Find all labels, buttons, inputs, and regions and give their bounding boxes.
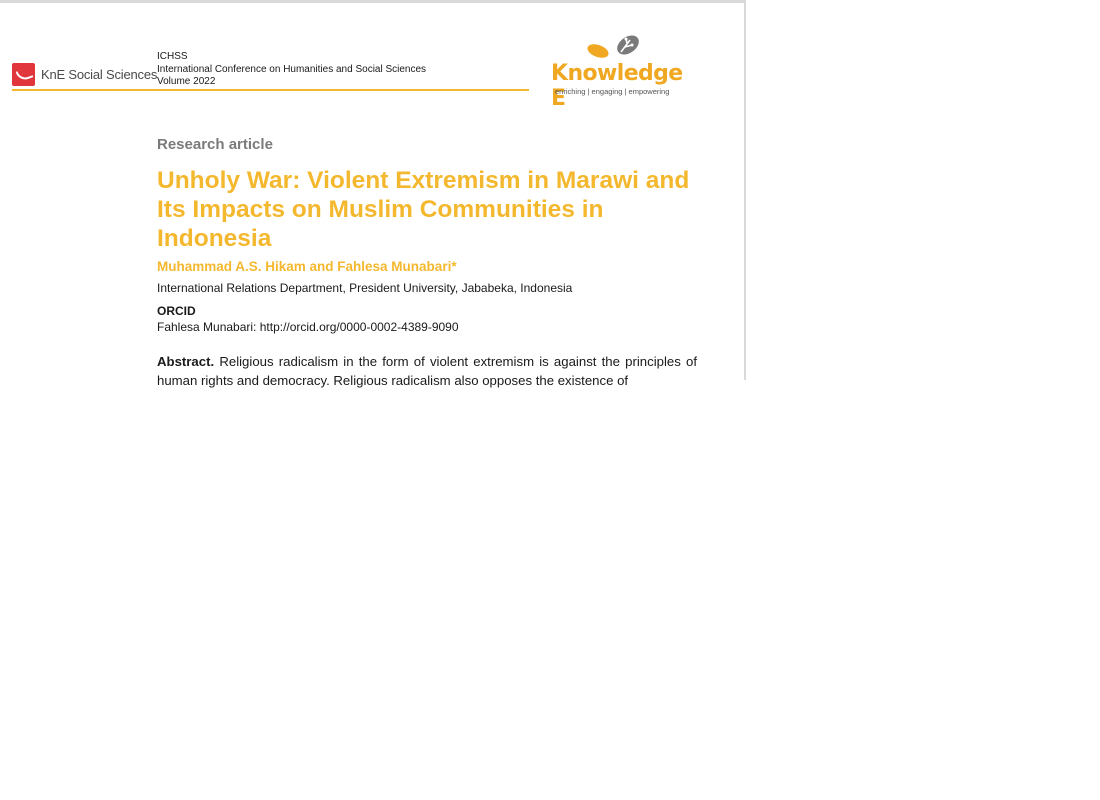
author-affiliation: International Relations Department, President University, Jababeka, Indonesia: [157, 281, 573, 295]
orcid-heading: ORCID: [157, 304, 196, 318]
document-viewer[interactable]: [0, 0, 746, 388]
abstract-text: Religious radicalism in the form of violent extremism is against the principles of human rights and democracy. Religious radicalism also opposes the existence of: [157, 354, 697, 388]
knowledge-e-wordmark: Knowledge E: [551, 61, 683, 111]
article-type: Research article: [157, 136, 273, 153]
article-authors: Muhammad A.S. Hikam and Fahlesa Munabari*: [157, 259, 457, 274]
page-right-border: [744, 0, 746, 380]
kne-leaf-icon: [12, 63, 35, 86]
knowledge-e-leaves-icon: [542, 31, 684, 63]
volume: Volume 2022: [157, 76, 216, 87]
article-title: Unholy War: Violent Extremism in Marawi and Its Impacts on Muslim Communities in Indonesia: [157, 167, 690, 252]
conference-info: [157, 51, 426, 89]
knowledge-e-logo: [542, 31, 684, 111]
conference-full: International Conference on Humanities and Social Sciences: [157, 63, 427, 75]
header-rule: [12, 89, 529, 91]
kne-social-sciences-logo: [12, 63, 157, 86]
article-page: [0, 3, 744, 388]
knowledge-e-tagline: enriching | engaging | empowering: [555, 87, 670, 96]
orcid-entry: Fahlesa Munabari: http://orcid.org/0000-0002-4389-9090: [157, 320, 459, 334]
abstract-label: Abstract.: [157, 354, 215, 369]
abstract-paragraph: [157, 352, 697, 390]
conference-short: ICHSS: [157, 51, 188, 62]
publisher-name: KnE Social Sciences: [41, 67, 158, 82]
